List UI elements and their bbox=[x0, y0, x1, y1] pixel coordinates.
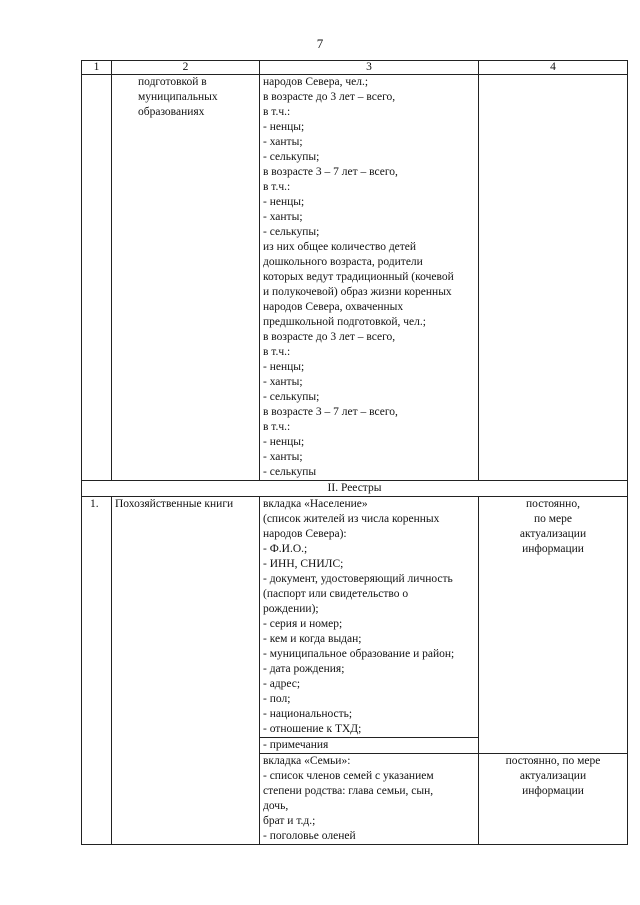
text-line: по мере bbox=[533, 513, 572, 525]
text-line: в возрасте до 3 лет – всего, bbox=[263, 331, 396, 343]
text-line: рождении); bbox=[263, 603, 319, 615]
text-line: - муниципальное образование и район; bbox=[263, 648, 455, 660]
header-cell: 1 bbox=[82, 61, 112, 75]
text-line: народов Севера, чел.; bbox=[263, 76, 369, 88]
text-line: - отношение к ТХД; bbox=[263, 723, 362, 735]
indicator-details-cell bbox=[260, 75, 479, 481]
text-line: степени родства: глава семьи, сын, bbox=[263, 785, 434, 797]
text-line: народов Севера): bbox=[263, 528, 347, 540]
text-line: - поголовье оленей bbox=[263, 830, 356, 842]
text-line: в т.ч.: bbox=[263, 421, 291, 433]
text-line: - кем и когда выдан; bbox=[263, 633, 362, 645]
text-line: - список членов семей с указанием bbox=[263, 770, 434, 782]
section-title: II. Реестры bbox=[82, 481, 628, 497]
text-line: информации bbox=[522, 543, 584, 555]
text-line: - селькупы; bbox=[263, 151, 320, 163]
text-line: - ненцы; bbox=[263, 436, 305, 448]
text-line: - селькупы; bbox=[263, 391, 320, 403]
text-line: - ненцы; bbox=[263, 361, 305, 373]
text-line: - селькупы bbox=[263, 466, 317, 478]
text-line: актуализации bbox=[519, 528, 587, 540]
page-number: 7 bbox=[316, 36, 324, 51]
text-line: - ханты; bbox=[263, 211, 303, 223]
registry-name-cell: Похозяйственные книги bbox=[112, 497, 260, 845]
header-row bbox=[82, 61, 628, 75]
text-line: - дата рождения; bbox=[263, 663, 345, 675]
text-line: и полукочевой) образ жизни коренных bbox=[263, 286, 452, 298]
text-line: предшкольной подготовкой, чел.; bbox=[263, 316, 426, 328]
text-line: - ненцы; bbox=[263, 121, 305, 133]
text-line: (паспорт или свидетельство о bbox=[263, 588, 409, 600]
text-line: подготовкой в bbox=[138, 76, 207, 88]
text-line: - адрес; bbox=[263, 678, 301, 690]
text-line: вкладка «Население» bbox=[263, 498, 368, 510]
text-line: информации bbox=[522, 785, 584, 797]
text-line: - национальность; bbox=[263, 708, 353, 720]
text-line: народов Севера, охваченных bbox=[263, 301, 404, 313]
text-line: - Ф.И.О.; bbox=[263, 543, 308, 555]
period-cell bbox=[479, 497, 628, 754]
text-line: - пол; bbox=[263, 693, 291, 705]
text-line: которых ведут традиционный (кочевой bbox=[263, 271, 454, 283]
registry-table bbox=[81, 60, 628, 845]
text-line: - ханты; bbox=[263, 136, 303, 148]
text-line: образованиях bbox=[138, 106, 205, 118]
text-line: муниципальных bbox=[138, 91, 218, 103]
text-line: - ханты; bbox=[263, 451, 303, 463]
text-line: - ИНН, СНИЛС; bbox=[263, 558, 344, 570]
text-line: - серия и номер; bbox=[263, 618, 343, 630]
table-row bbox=[82, 497, 628, 738]
section-row bbox=[82, 481, 628, 497]
text-line: постоянно, bbox=[526, 498, 580, 510]
row-number-cell: 1. bbox=[82, 497, 112, 845]
text-line: в т.ч.: bbox=[263, 181, 291, 193]
text-line: в возрасте 3 – 7 лет – всего, bbox=[263, 406, 398, 418]
text-line: - документ, удостоверяющий личность bbox=[263, 573, 453, 585]
tab-population-cell bbox=[260, 497, 479, 738]
text-line: из них общее количество детей bbox=[263, 241, 417, 253]
text-line: вкладка «Семьи»: bbox=[263, 755, 351, 767]
period-cell bbox=[479, 754, 628, 845]
text-line: брат и т.д.; bbox=[263, 815, 316, 827]
text-line: - ханты; bbox=[263, 376, 303, 388]
text-line: постоянно, по мере bbox=[505, 755, 601, 767]
text-line: в возрасте 3 – 7 лет – всего, bbox=[263, 166, 398, 178]
text-line: дочь, bbox=[263, 800, 289, 812]
period-cell bbox=[479, 75, 628, 481]
text-line: в т.ч.: bbox=[263, 106, 291, 118]
tab-families-cell bbox=[260, 754, 479, 845]
header-cell: 2 bbox=[112, 61, 260, 75]
text-line: дошкольного возраста, родители bbox=[263, 256, 423, 268]
text-line: актуализации bbox=[519, 770, 587, 782]
text-line: в возрасте до 3 лет – всего, bbox=[263, 91, 396, 103]
header-cell: 3 bbox=[260, 61, 479, 75]
text-line: (список жителей из числа коренных bbox=[263, 513, 440, 525]
text-line: - ненцы; bbox=[263, 196, 305, 208]
text-line: в т.ч.: bbox=[263, 346, 291, 358]
table-row bbox=[82, 75, 628, 481]
notes-cell: - примечания bbox=[260, 738, 479, 754]
row-number-cell bbox=[82, 75, 112, 481]
text-line: - селькупы; bbox=[263, 226, 320, 238]
indicator-name-cell bbox=[112, 75, 260, 481]
header-cell: 4 bbox=[479, 61, 628, 75]
